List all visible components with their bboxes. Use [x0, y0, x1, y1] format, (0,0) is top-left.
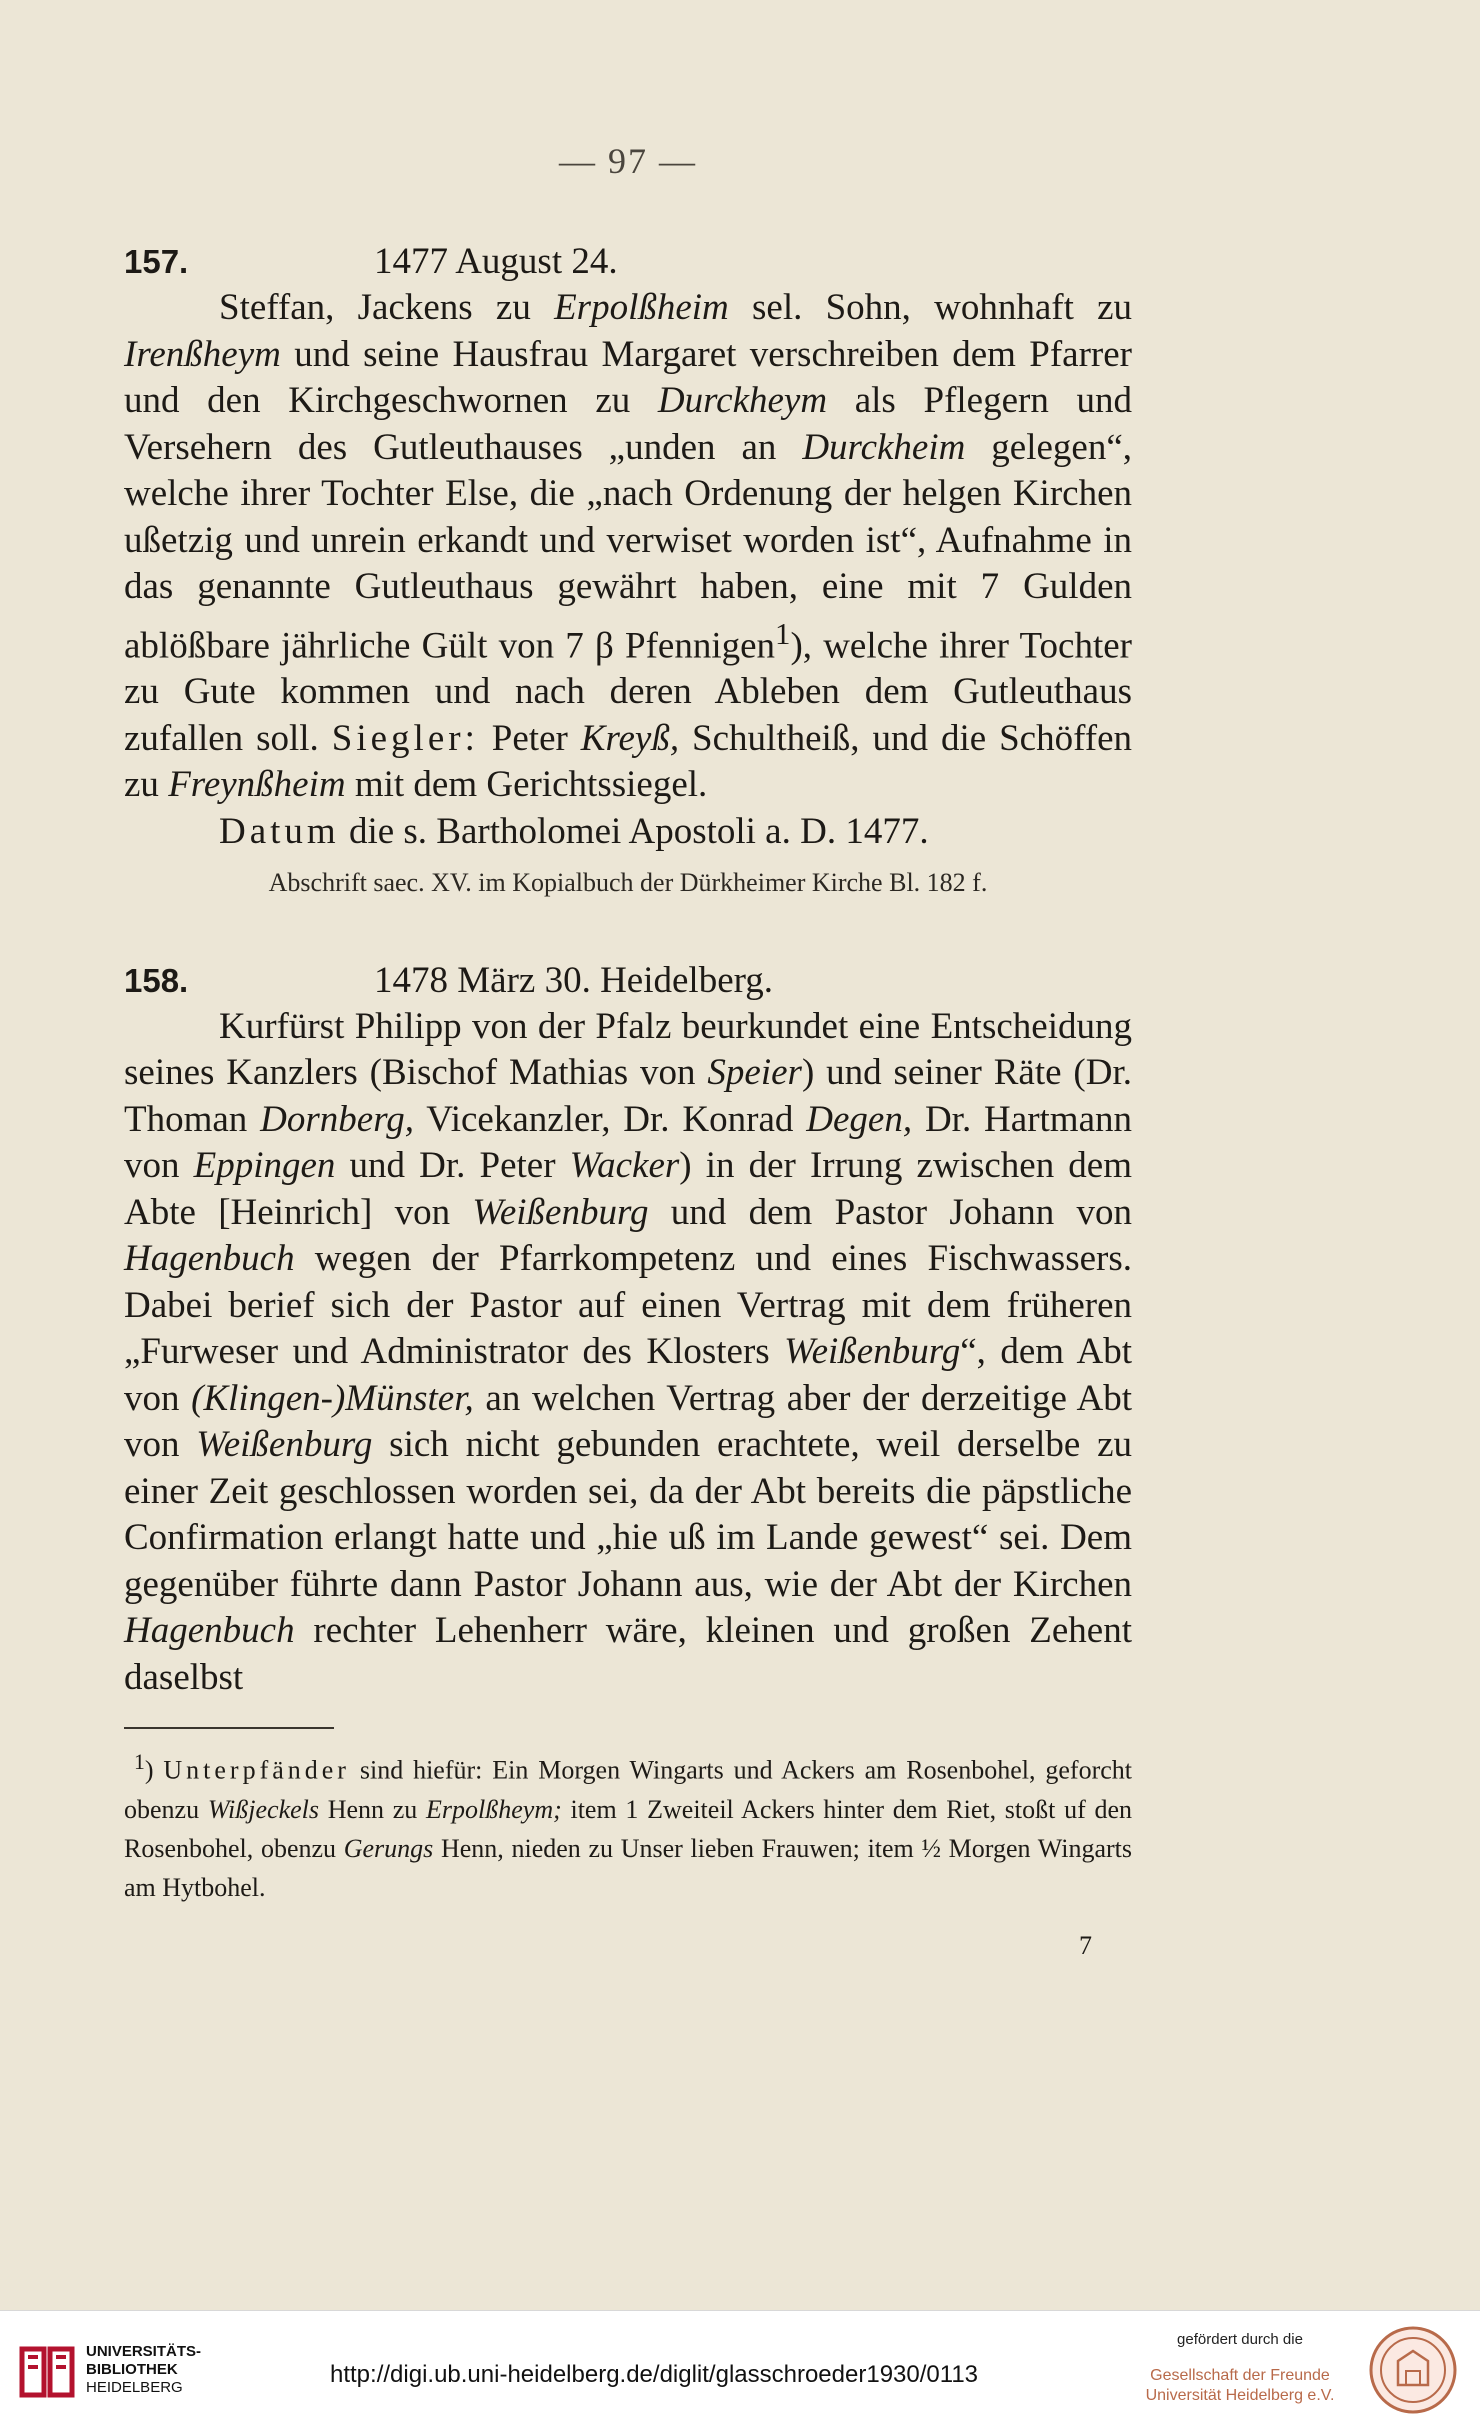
- university-library-name: UNIVERSITÄTS- BIBLIOTHEK HEIDELBERG: [86, 2343, 202, 2396]
- sponsor-caption: gefördert durch die: [1177, 2331, 1303, 2348]
- university-library-logo-icon[interactable]: [14, 2339, 80, 2405]
- entry-157-heading: [124, 240, 1132, 283]
- page-number-header: — 97 —: [559, 141, 697, 181]
- sheet-signature: 7: [1079, 1930, 1092, 1960]
- permalink-url[interactable]: http://digi.ub.uni-heidelberg.de/diglit/glasschroeder1930/0113: [330, 2361, 979, 2388]
- university-seal-icon: [1368, 2325, 1458, 2415]
- viewer-footer: [0, 2310, 1480, 2424]
- entry-158-heading: [124, 959, 1132, 1002]
- footnote-1: $^1$) Unterpfänder sind hiefür: Ein Morgen Wingarts und Ackers am Rosenbohel, geforcht obenzu Wißjeckels Henn zu Erpolßheym; item 1 Zweiteil Ackers hinter dem Riet, stoßt uf den Rosenbohel, obenzu Gerungs Henn, nieden zu Unser lieben Frauwen; item ½ Morgen Wingarts am Hytbohel.: [124, 1750, 1132, 1902]
- sponsor-name-line-1[interactable]: Gesellschaft der Freunde: [1150, 2367, 1330, 2384]
- page-content: [124, 140, 1132, 1961]
- entry-157-datum: Datum die s. Bartholomei Apostoli a. D. 1477.: [219, 810, 929, 852]
- entry-157-source: Abschrift saec. XV. im Kopialbuch der Dürkheimer Kirche Bl. 182 f.: [268, 867, 988, 897]
- entry-157-text: Steffan, Jackens zu Erpolßheim sel. Sohn, wohnhaft zu Irenßheym und seine Hausfrau Margaret verschreiben dem Pfarrer und den Kirchgeschwornen zu Durckheym als Pflegern und Versehern des Gutleuthauses „unden an Durckheim gelegen“, welche ihrer Tochter Else, die „nach Ordenung der helgen Kirchen ußetzig und unrein erkandt und verwiset worden ist“, Aufnahme in das genannte Gutleuthaus gewährt haben, eine mit 7 Gulden ablößbare jährliche Gült von 7 β Pfennigen$^1$), welche ihrer Tochter zu Gute kommen und nach deren Ableben dem Gutleuthaus zufallen soll. Siegler: Peter Kreyß, Schultheiß, und die Schöffen zu Freynßheim mit dem Gerichtssiegel.: [124, 287, 1132, 806]
- entry-date: 1478 März 30. Heidelberg.: [374, 959, 774, 1001]
- sponsor-name-line-2[interactable]: Universität Heidelberg e.V.: [1145, 2387, 1335, 2404]
- entry-158-text: Kurfürst Philipp von der Pfalz beurkundet eine Entscheidung seines Kanzlers (Bischof Mathias von Speier) und seiner Räte (Dr. Thoman Dornberg, Vicekanzler, Dr. Konrad Degen, Dr. Hartmann von Eppingen und Dr. Peter Wacker) in der Irrung zwischen dem Abte [Heinrich] von Weißenburg und dem Pastor Johann von Hagenbuch wegen der Pfarrkompetenz und eines Fischwassers. Dabei berief sich der Pastor auf einen Vertrag mit dem früheren „Furweser und Administrator des Klosters Weißenburg“, dem Abt von (Klingen-)Münster, an welchen Vertrag aber der derzeitige Abt von Weißenburg sich nicht gebunden erachtete, weil derselbe zu einer Zeit geschlossen worden sei, da der Abt bereits die päpstliche Confirmation erlangt hatte und „hie uß im Lande gewest“ sei. Dem gegenüber führte dann Pastor Johann aus, wie der Abt der Kirchen Hagenbuch rechter Lehenherr wäre, kleinen und großen Zehent daselbst: [124, 1005, 1133, 1698]
- entry-date: 1477 August 24.: [374, 241, 618, 282]
- entry-number: 157.: [124, 243, 189, 280]
- footnote-divider: [124, 1727, 334, 1729]
- sponsor-block: [1140, 2331, 1340, 2406]
- entry-number: 158.: [124, 961, 189, 999]
